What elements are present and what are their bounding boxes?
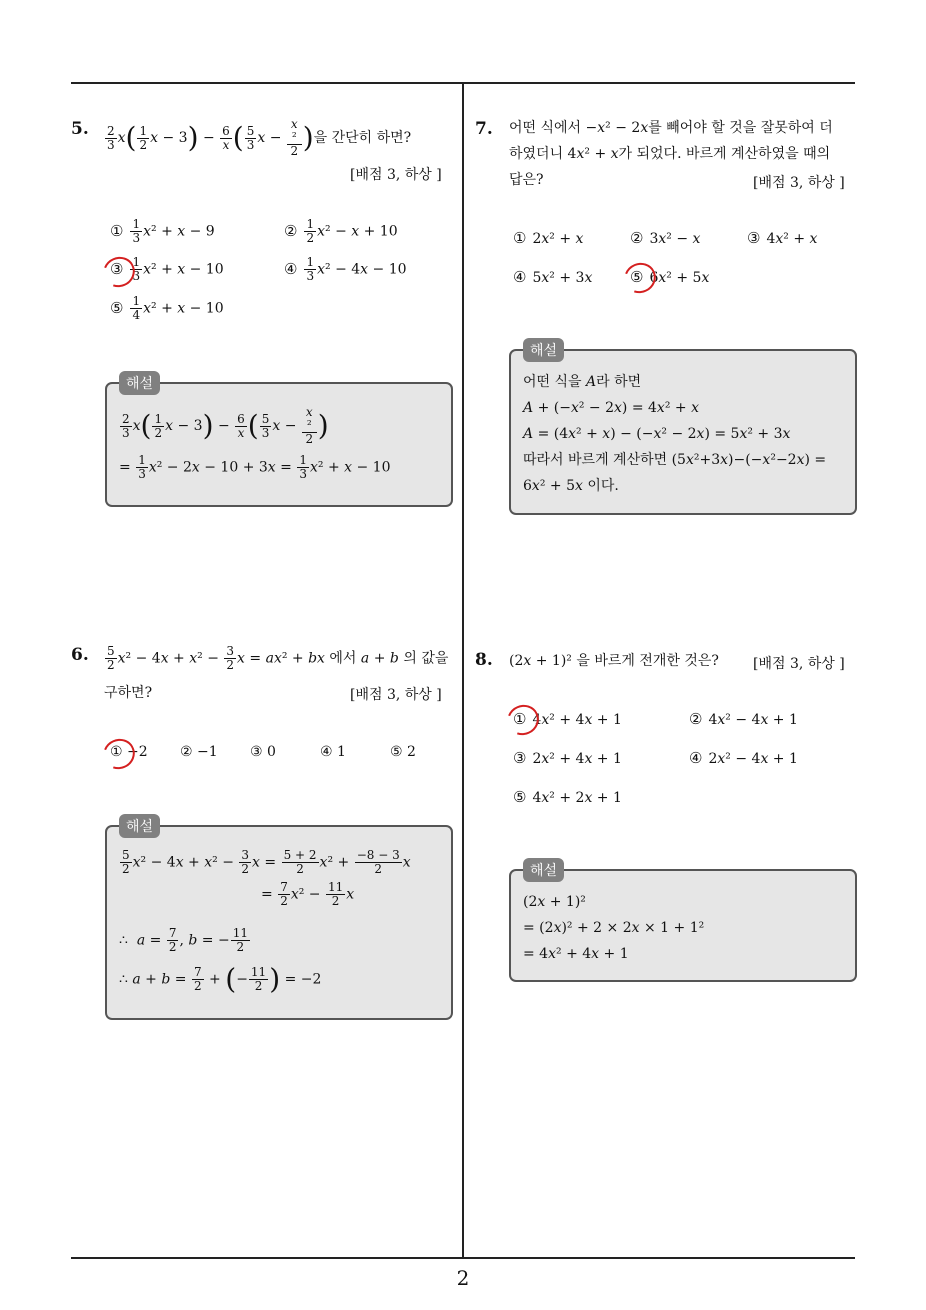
option-5[interactable]: ⑤ 6x² + 5x: [630, 268, 710, 286]
question-prompt: $\frac{5}{2}$ x² − 4x + x² − $\frac{3}{2}$ x = ax² + bx 에서 a + b 의 값을: [107, 644, 449, 672]
question-prompt: 하였더니 4x² + x가 되었다. 바르게 계산하였을 때의: [509, 146, 831, 162]
option-5[interactable]: ⑤ 4x² + 2x + 1: [513, 788, 622, 806]
option-1[interactable]: ① 2x² + x: [513, 229, 584, 247]
question-prompt: (2x + 1)² 을 바르게 전개한 것은?: [509, 653, 719, 669]
solution-box: [509, 349, 857, 515]
solution-box: [105, 382, 453, 507]
option-1[interactable]: ① −2: [110, 744, 148, 760]
option-1[interactable]: ① $\frac{1}{3}$ x² + x − 9: [110, 217, 215, 245]
solution-line: 따라서 바르게 계산하면 (5x²+3x)−(−x²−2x) =: [523, 452, 827, 468]
option-1[interactable]: ① 4x² + 4x + 1: [513, 710, 622, 728]
question-number: 5.: [71, 119, 89, 139]
score-label: [배점 3, 하상 ]: [350, 687, 442, 703]
solution-line: A + (−x² − 2x) = 4x² + x: [523, 400, 699, 416]
option-3[interactable]: ③ 0: [250, 744, 276, 760]
solution-line: = $\frac{1}{3}$ x² − 2x − 10 + 3x = $\frac{1}{3}$ x² + x − 10: [119, 453, 391, 481]
question-prompt: 어떤 식에서 −x² − 2x를 빼어야 할 것을 잘못하여 더: [509, 120, 833, 136]
solution-line: = $\frac{7}{2}$ x² − $\frac{11}{2}$ x: [261, 880, 355, 908]
solution-box: [509, 869, 857, 982]
answer-mark: [619, 258, 661, 299]
solution-tag: 해설: [119, 814, 160, 838]
option-2[interactable]: ② 4x² − 4x + 1: [689, 710, 798, 728]
answer-mark: [502, 700, 544, 741]
column-divider: [462, 84, 464, 1259]
option-4[interactable]: ④ 2x² − 4x + 1: [689, 749, 798, 767]
option-3[interactable]: ③ $\frac{1}{3}$ x² + x − 10: [110, 255, 224, 283]
score-label: [배점 3, 하상 ]: [350, 167, 442, 183]
solution-line: = (2x)² + 2 × 2x × 1 + 1²: [523, 920, 705, 936]
solution-box: [105, 825, 453, 1020]
solution-line: 6x² + 5x 이다.: [523, 478, 619, 494]
prompt-text: 을 간단히 하면?: [313, 130, 412, 146]
option-4[interactable]: ④ 1: [320, 744, 346, 760]
solution-line: A = (4x² + x) − (−x² − 2x) = 5x² + 3x: [523, 426, 791, 442]
question-number: 6.: [71, 645, 89, 665]
question-number: 7.: [475, 119, 493, 139]
solution-tag: 해설: [119, 371, 160, 395]
solution-line: 어떤 식을 A라 하면: [523, 374, 642, 390]
option-5[interactable]: ⑤ $\frac{1}{4}$ x² + x − 10: [110, 294, 224, 322]
option-4[interactable]: ④ $\frac{1}{3}$ x² − 4x − 10: [284, 255, 407, 283]
solution-line: ∴ a = $\frac{7}{2}$ , b = − $\frac{11}{2}$: [119, 926, 248, 954]
solution-line: $\frac{2}{3}$ x( $\frac{1}{2}$ x − 3) − $\frac{6}{x}$ ( $\frac{5}{3}$ x − x ² 2 ): [122, 405, 329, 446]
solution-tag: 해설: [523, 858, 564, 882]
solution-line: = 4x² + 4x + 1: [523, 946, 629, 962]
question-prompt: $\frac{2}{3}$ x( $\frac{1}{2}$ x − 3) − $\frac{6}{x}$ ( $\frac{5}{3}$ x − x ² 2 )을 간단히 하면?: [107, 117, 412, 158]
question-prompt: 답은?: [509, 172, 544, 188]
option-5[interactable]: ⑤ 2: [390, 744, 416, 760]
bottom-rule: [71, 1257, 855, 1259]
option-3[interactable]: ③ 2x² + 4x + 1: [513, 749, 622, 767]
solution-line: $\frac{5}{2}$ x² − 4x + x² − $\frac{3}{2}$ x = $\frac{5 + 2}{2}$ x² + $\frac{-8 - 3}{2}$ x: [122, 848, 411, 876]
score-label: [배점 3, 하상 ]: [753, 656, 845, 672]
page-number: 2: [456, 1266, 470, 1290]
score-label: [배점 3, 하상 ]: [753, 175, 845, 191]
option-2[interactable]: ② −1: [180, 744, 218, 760]
question-number: 8.: [475, 650, 493, 670]
option-4[interactable]: ④ 5x² + 3x: [513, 268, 593, 286]
solution-line: (2x + 1)²: [523, 894, 586, 910]
solution-line: ∴ a + b = $\frac{7}{2}$ + (− $\frac{11}{2}$ ) = −2: [119, 962, 322, 996]
answer-mark: [98, 734, 140, 775]
solution-tag: 해설: [523, 338, 564, 362]
option-2[interactable]: ② $\frac{1}{2}$ x² − x + 10: [284, 217, 398, 245]
question-prompt: 구하면?: [104, 685, 153, 701]
option-2[interactable]: ② 3x² − x: [630, 229, 701, 247]
option-3[interactable]: ③ 4x² + x: [747, 229, 818, 247]
